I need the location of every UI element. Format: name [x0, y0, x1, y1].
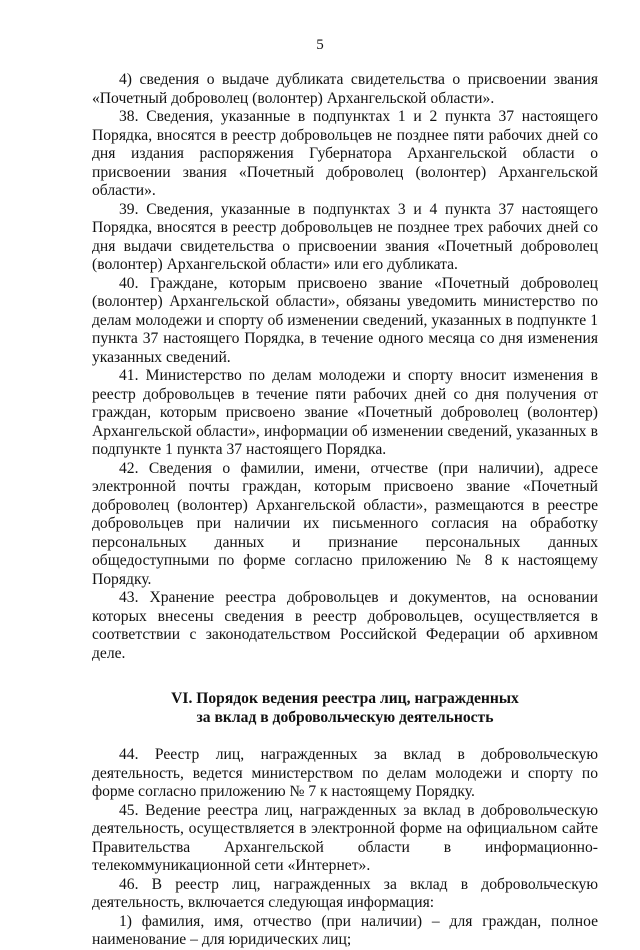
paragraph-42: 42. Сведения о фамилии, имени, отчестве (при наличии), адресе электронной почты граждан, которым присвоено звание «Почетный доброволец (волонтер) Архангельской области», размещаются в реестре добровольцев при наличии их письменного согласия на обработку персональных данных и признание персональных данных общедоступными по форме согласно приложению № 8 к настоящему Порядку.: [92, 459, 598, 588]
document-body: [92, 71, 598, 950]
paragraph-40: 40. Граждане, которым присвоено звание «Почетный доброволец (волонтер) Архангельской области», обязаны уведомить министерство по делам молодежи и спорту об изменении сведений, указанных в подпункте 1 пункта 37 настоящего Порядка, в течение одного месяца со дня изменения указанных сведений.: [92, 274, 598, 366]
section-heading-line-2: за вклад в добровольческую деятельность: [196, 708, 494, 726]
paragraph-46-1: 1) фамилия, имя, отчество (при наличии) – для граждан, полное наименование – для юридических лиц;: [92, 912, 598, 948]
paragraph-43: 43. Хранение реестра добровольцев и документов, на основании которых внесены сведения в реестр добровольцев, осуществляется в соответствии с законодательством Российской Федерации об архивном деле.: [92, 589, 598, 662]
paragraph-46: 46. В реестр лиц, награжденных за вклад в добровольческую деятельность, включается следующая информация:: [92, 875, 598, 911]
paragraph-38: 38. Сведения, указанные в подпунктах 1 и 2 пункта 37 настоящего Порядка, вносятся в реестр добровольцев не позднее пяти рабочих дней со дня издания распоряжения Губернатора Архангельской области о присвоении звания «Почетный доброволец (волонтер) Архангельской области».: [92, 108, 598, 199]
section-heading-line-1: VI. Порядок ведения реестра лиц, награжденных: [171, 690, 519, 707]
paragraph-41: 41. Министерство по делам молодежи и спорту вносит изменения в реестр добровольцев в течение пяти рабочих дней со дня получения от граждан, которым присвоено звание «Почетный доброволец (волонтер) Архангельской области», информации об изменении сведений, указанных в подпункте 1 пункта 37 настоящего Порядка.: [92, 367, 598, 458]
page-number: 5: [316, 37, 324, 53]
section-heading: [92, 690, 598, 727]
paragraph-item-37-4: 4) сведения о выдаче дубликата свидетельства о присвоении звания «Почетный доброволец (волонтер) Архангельской области».: [92, 71, 598, 107]
paragraph-44: 44. Реестр лиц, награжденных за вклад в добровольческую деятельность, ведется министерством по делам молодежи и спорту по форме согласно приложению № 7 к настоящему Порядку.: [92, 746, 598, 800]
paragraph-45: 45. Ведение реестра лиц, награжденных за вклад в добровольческую деятельность, осуществляется в электронной форме на официальном сайте Правительства Архангельской области в информационно-телекоммуникационной сети «Интернет».: [92, 801, 598, 874]
paragraph-39: 39. Сведения, указанные в подпунктах 3 и 4 пункта 37 настоящего Порядка, вносятся в реестр добровольцев не позднее трех рабочих дней со дня выдачи свидетельства о присвоении звания «Почетный доброволец (волонтер) Архангельской области» или его дубликата.: [92, 200, 598, 273]
